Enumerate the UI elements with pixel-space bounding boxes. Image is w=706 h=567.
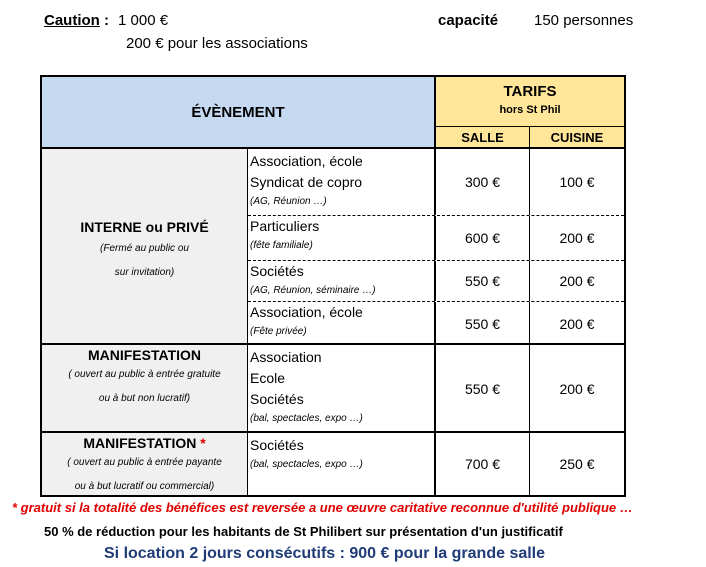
row-line: Particuliers: [250, 218, 320, 234]
category-subtitle: ou à but non lucratif): [98, 393, 191, 404]
category-subtitle: (Fermé au public ou: [100, 243, 189, 254]
caution-colon: :: [104, 12, 109, 29]
category-subtitle: ( ouvert au public à entrée gratuite: [68, 369, 221, 380]
price-salle: 700 €: [436, 433, 530, 495]
category-interne: [42, 149, 248, 345]
caution-label: Caution: [44, 12, 100, 29]
category-title: MANIFESTATION: [87, 347, 202, 363]
row-line: Sociétés: [250, 263, 304, 279]
row-note: (AG, Réunion …): [250, 196, 327, 207]
caution-associations: 200 € pour les associations: [126, 35, 308, 52]
price-salle: 550 €: [436, 302, 530, 345]
price-salle: 550 €: [436, 261, 530, 301]
two-days-note: Si location 2 jours consécutifs : 900 € pour la grande salle: [104, 545, 546, 562]
row-description: [248, 149, 436, 215]
category-subtitle: ou à but lucratif ou commercial): [74, 481, 215, 492]
row-description: [248, 261, 436, 301]
discount-note: 50 % de réduction pour les habitants de St Philibert sur présentation d'un justificatif: [44, 524, 563, 539]
capacity-label: capacité: [438, 12, 499, 29]
asterisk-mark: *: [200, 435, 206, 451]
caution-value: 1 000 €: [118, 12, 169, 29]
row-line: Sociétés: [250, 391, 304, 407]
row-line: Association: [250, 349, 322, 365]
tarifs-header: [436, 77, 624, 127]
price-cuisine: 200 €: [559, 381, 595, 397]
price-salle: 550 €: [436, 345, 530, 433]
price-cuisine: 100 €: [559, 174, 595, 190]
tariff-table: [40, 75, 626, 497]
salle-header: SALLE: [436, 127, 530, 149]
row-description: [248, 216, 436, 260]
row-note: (bal, spectacles, expo …): [250, 459, 363, 470]
capacity-value: 150 personnes: [534, 12, 634, 29]
price-cuisine: 250 €: [559, 456, 595, 472]
price-salle: 600 €: [436, 216, 530, 260]
tarifs-subtitle: hors St Phil: [499, 104, 561, 116]
category-title-text: MANIFESTATION: [83, 435, 197, 451]
category-title: INTERNE ou PRIVÉ: [80, 219, 209, 235]
row-line: Association, école: [250, 304, 363, 320]
row-description: [248, 345, 436, 433]
row-note: (fête familiale): [250, 240, 313, 251]
charity-note: * gratuit si la totalité des bénéfices est reversée a une œuvre caritative reconnue d'utilité publique …: [12, 500, 633, 515]
row-line: Syndicat de copro: [250, 174, 363, 190]
event-header: ÉVÈNEMENT: [42, 77, 436, 149]
price-salle: 300 €: [436, 149, 530, 215]
row-line: Ecole: [250, 370, 286, 386]
price-cuisine: 200 €: [559, 315, 595, 332]
price-cuisine: 200 €: [559, 273, 595, 289]
row-note: (AG, Réunion, séminaire …): [250, 285, 376, 296]
cuisine-header: CUISINE: [530, 127, 624, 149]
tarifs-title: TARIFS: [503, 83, 557, 100]
category-subtitle: sur invitation): [114, 267, 175, 278]
row-note: (bal, spectacles, expo …): [250, 413, 363, 424]
row-line: Association, école: [250, 153, 363, 169]
category-manifestation-payante: [42, 433, 248, 495]
price-cuisine: 200 €: [559, 230, 595, 246]
category-manifestation-gratuite: [42, 345, 248, 433]
category-title: [42, 435, 247, 451]
row-note: (Fête privée): [250, 326, 307, 337]
category-subtitle: ( ouvert au public à entrée payante: [67, 457, 222, 468]
row-description: [248, 302, 436, 345]
row-description: [248, 433, 436, 495]
row-line: Sociétés: [250, 437, 304, 453]
